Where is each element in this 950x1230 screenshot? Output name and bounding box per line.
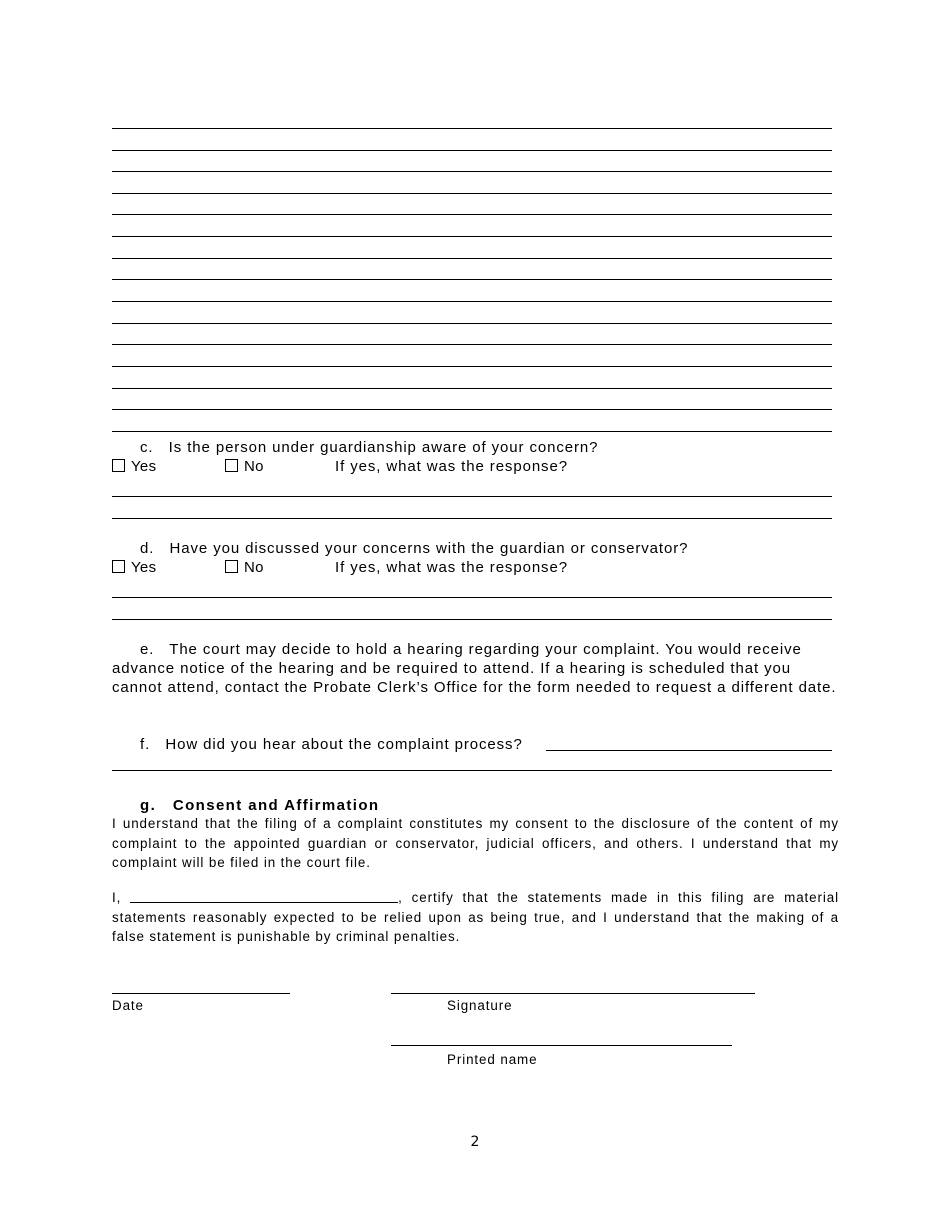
no-checkbox-c[interactable]	[225, 459, 238, 472]
signature-line[interactable]	[391, 993, 755, 994]
section-g-heading	[140, 796, 380, 815]
section-g-letter: g.	[140, 797, 157, 814]
no-label-d: No	[244, 559, 264, 576]
date-line[interactable]	[112, 993, 290, 994]
certify-text: , certify that the statements made in this filing are material statements reasonably expected to be relied upon as being true, and I understand that the making of a false statement is punishable by criminal penalties.	[112, 890, 839, 944]
date-label: Date	[112, 998, 144, 1013]
question-c-no-option[interactable]	[225, 457, 264, 476]
yes-label-d: Yes	[131, 559, 157, 576]
question-c	[140, 438, 598, 457]
no-label-c: No	[244, 458, 264, 475]
yes-checkbox-c[interactable]	[112, 459, 125, 472]
question-d-followup: If yes, what was the response?	[335, 559, 568, 576]
question-e-text: The court may decide to hold a hearing regarding your complaint. You would receive advance notice of the hearing and be required to attend. If a hearing is scheduled that you cannot attend, contact the Probate Clerk’s Office for the form needed to request a different date.	[112, 641, 837, 696]
question-c-followup: If yes, what was the response?	[335, 458, 568, 475]
question-d-letter: d.	[140, 540, 155, 557]
question-f-letter: f.	[140, 736, 151, 753]
section-g-title: Consent and Affirmation	[172, 797, 380, 814]
yes-label-c: Yes	[131, 458, 157, 475]
question-e-letter: e.	[140, 641, 155, 658]
printed-name-label: Printed name	[447, 1052, 538, 1067]
question-d	[140, 539, 688, 558]
signature-label: Signature	[447, 998, 513, 1013]
question-d-yes-option[interactable]	[112, 558, 156, 577]
question-d-no-option[interactable]	[225, 558, 264, 577]
question-c-text: Is the person under guardianship aware of your concern?	[168, 439, 599, 456]
question-f	[140, 735, 523, 754]
certify-statement	[112, 888, 839, 947]
certify-name-blank[interactable]	[130, 888, 398, 903]
yes-checkbox-d[interactable]	[112, 560, 125, 573]
question-d-text: Have you discussed your concerns with the guardian or conservator?	[169, 540, 689, 557]
certify-prefix: I,	[112, 890, 122, 905]
consent-text: I understand that the filing of a complaint constitutes my consent to the disclosure of the content of my complaint to the appointed guardian or conservator, judicial officers, and others. I understand that my complaint will be filed in the court file.	[112, 816, 839, 870]
question-e	[112, 640, 838, 697]
page-number: 2	[470, 1134, 480, 1150]
question-c-yes-option[interactable]	[112, 457, 156, 476]
question-f-text: How did you hear about the complaint process?	[165, 736, 523, 753]
no-checkbox-d[interactable]	[225, 560, 238, 573]
printed-name-line[interactable]	[391, 1045, 732, 1046]
question-c-letter: c.	[140, 439, 154, 456]
